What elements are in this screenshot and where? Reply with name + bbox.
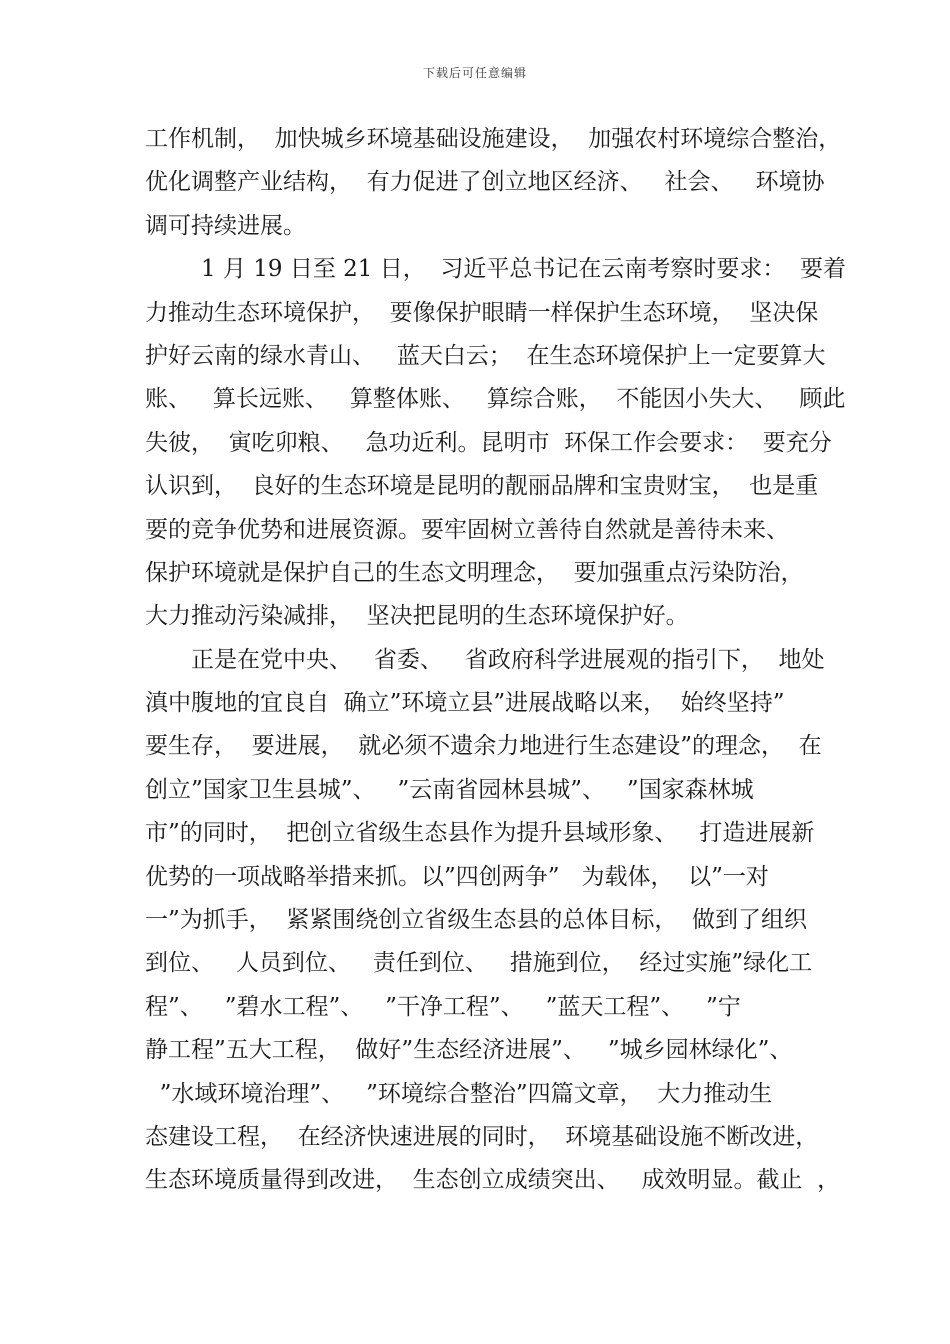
paragraph — [145, 118, 842, 248]
text-line: 要的竞争优势和进展资源。要牢固树立善待自然就是善待未来、 — [145, 516, 789, 543]
text-line: 账、 算长远账、 算整体账、 算综合账， 不能因小失大、 顾此 — [145, 386, 846, 413]
text-line: 创立”国家卫生县城”、 ”云南省园林县城”、 ”国家森林城 — [145, 776, 754, 803]
text-line: 态建设工程， 在经济快速进展的同时， 环境基础设施不断改进， — [145, 1123, 819, 1150]
page-header-note: 下载后可任意编辑 — [422, 66, 527, 80]
text-line: 生态环境质量得到改进， 生态创立成绩突出、 成效明显。截止 ， — [145, 1167, 841, 1194]
document-body — [145, 118, 846, 1203]
text-line: 滇中腹地的宜良自 确立”环境立县”进展战略以来， 始终坚持” — [145, 690, 785, 717]
text-line: 认识到， 良好的生态环境是昆明的靓丽品牌和宝贵财宝， 也是重 — [145, 473, 819, 500]
text-line: 保护环境就是保护自己的生态文明理念， 要加强重点污染防治， — [145, 559, 804, 586]
text-line: 优化调整产业结构， 有力促进了创立地区经济、 社会、 环境协 — [145, 169, 825, 196]
text-line: 正是在党中央、 省委、 省政府科学进展观的指引下， 地处 — [191, 646, 825, 673]
paragraph — [145, 639, 841, 1203]
paragraph — [145, 248, 846, 639]
text-line: 静工程”五大工程， 做好”生态经济进展”、 ”城乡园林绿化”、 — [145, 1037, 793, 1064]
text-line: ”水域环境治理”、 ”环境综合整治”四篇文章， 大力推动生 — [145, 1080, 773, 1107]
text-line: 一”为抓手， 紧紧围绕创立省级生态县的总体目标， 做到了组织 — [145, 907, 808, 934]
text-line: 程”、 ”碧水工程”、 ”干净工程”、 ”蓝天工程”、 ”宁 — [145, 993, 741, 1020]
text-line: 工作机制， 加快城乡环境基础设施建设， 加强农村环境综合整治， — [145, 126, 842, 152]
text-line: 调可持续进展。 — [145, 212, 306, 239]
text-line: 1 月 19 日至 21 日， 习近平总书记在云南考察时要求： 要着 — [201, 256, 846, 283]
text-line: 到位、 人员到位、 责任到位、 措施到位， 经过实施”绿化工 — [145, 950, 813, 977]
text-line: 优势的一项战略举措来抓。以”四创两争” 为载体， 以”一对 — [145, 863, 769, 890]
text-line: 失彼， 寅吃卯粮、 急功近利。昆明市 环保工作会要求： 要充分 — [145, 429, 832, 456]
text-line: 护好云南的绿水青山、 蓝天白云； 在生态环境保护上一定要算大 — [145, 342, 826, 369]
text-line: 要生存， 要进展， 就必须不遗余力地进行生态建设”的理念， 在 — [145, 733, 822, 760]
text-line: 市”的同时， 把创立省级生态县作为提升县域形象、 打造进展新 — [145, 820, 815, 847]
text-line: 力推动生态环境保护， 要像保护眼睛一样保护生态环境， 坚决保 — [145, 299, 819, 326]
text-line: 大力推动污染减排， 坚决把昆明的生态环境保护好。 — [145, 603, 689, 630]
